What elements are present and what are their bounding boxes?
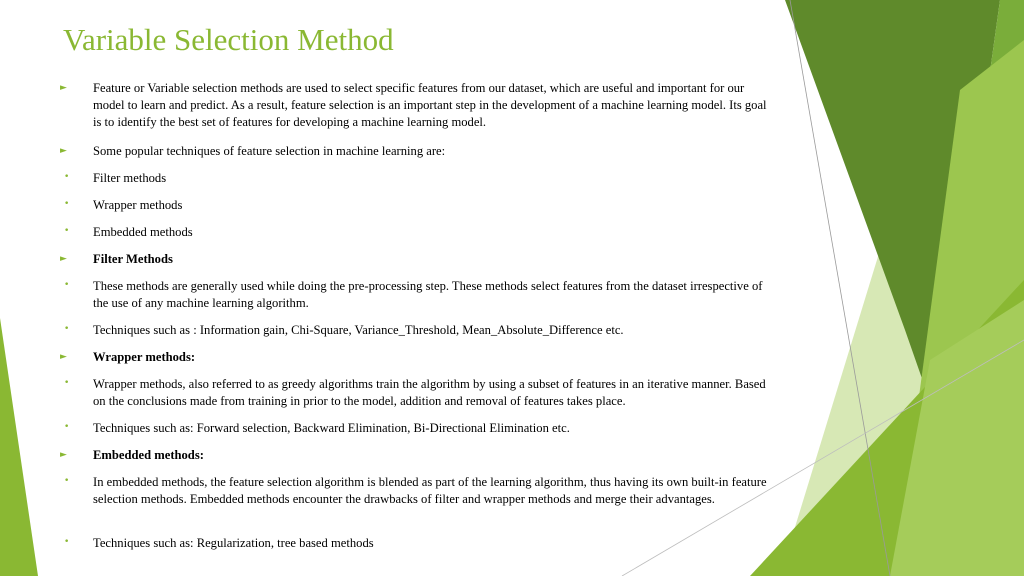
dot-bullet-icon: •: [64, 226, 70, 236]
arrow-bullet-icon: ►: [60, 352, 67, 362]
bullet-text: In embedded methods, the feature selection algorithm is blended as part of the learning algorithm, thus having its own built-in feature selection methods. Embedded methods encounter the drawbacks of filter and wrapper methods and merge their advantages.: [93, 475, 767, 507]
dot-bullet-icon: •: [64, 537, 70, 547]
bullet-text: Wrapper methods:: [93, 350, 196, 364]
arrow-bullet-icon: ►: [60, 83, 67, 93]
bullet-text: Techniques such as: Regularization, tree based methods: [93, 536, 374, 550]
bullet-text: Some popular techniques of feature selection in machine learning are:: [93, 144, 446, 158]
arrow-bullet-icon: ►: [60, 254, 67, 264]
bullet-text: Techniques such as : Information gain, Chi-Square, Variance_Threshold, Mean_Absolute_Difference etc.: [93, 323, 624, 337]
dot-bullet-icon: •: [64, 172, 70, 182]
bullet-text: Filter Methods: [93, 252, 173, 266]
bullet-text: These methods are generally used while doing the pre-processing step. These methods select features from the dataset irrespective of the use of any machine learning algorithm.: [93, 279, 763, 311]
dot-bullet-icon: •: [64, 199, 70, 209]
arrow-bullet-icon: ►: [60, 450, 67, 460]
bullet-text: Wrapper methods, also referred to as greedy algorithms train the algorithm by using a subset of features in an iterative manner. Based on the conclusions made from training in prior to the model, addition and removal of features takes place.: [93, 377, 766, 409]
arrow-bullet-icon: ►: [60, 146, 67, 156]
bullet-text: Embedded methods:: [93, 448, 204, 462]
dot-bullet-icon: •: [64, 422, 70, 432]
bullet-text: Feature or Variable selection methods are used to select specific features from our dataset, which are useful and important for our model to learn and predict. As a result, feature selection is an important step in the development of a machine learning model. Its goal is to identify the best set of features for developing a machine learning model.: [93, 81, 767, 130]
dot-bullet-icon: •: [64, 476, 70, 486]
bullet-text: Embedded methods: [93, 225, 193, 239]
bullet-text: Wrapper methods: [93, 198, 183, 212]
bullet-text: Techniques such as: Forward selection, Backward Elimination, Bi-Directional Elimination etc.: [93, 421, 570, 435]
dot-bullet-icon: •: [64, 378, 70, 388]
dot-bullet-icon: •: [64, 324, 70, 334]
bullet-text: Filter methods: [93, 171, 167, 185]
left-green-sliver: [0, 318, 38, 576]
dot-bullet-icon: •: [64, 280, 70, 290]
slide-title: Variable Selection Method: [63, 22, 394, 57]
